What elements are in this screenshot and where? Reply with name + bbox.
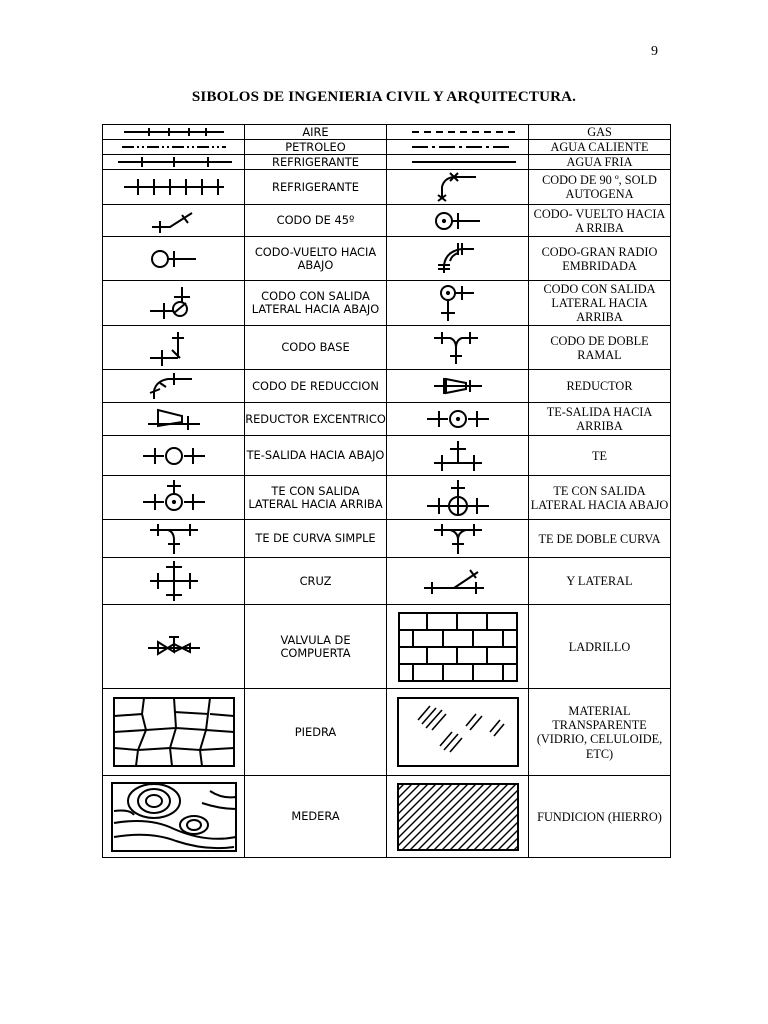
symbol-cell bbox=[387, 205, 529, 237]
table-row bbox=[103, 205, 671, 237]
refrigerant-line-icon bbox=[112, 157, 236, 167]
symbol-label: TE CON SALIDA LATERAL HACIA ARRIBA bbox=[245, 476, 387, 520]
symbol-cell bbox=[387, 170, 529, 205]
symbol-cell bbox=[387, 520, 529, 558]
symbol-label: CODO BASE bbox=[245, 326, 387, 370]
document-title: SIBOLOS DE INGENIERIA CIVIL Y ARQUITECTURA. bbox=[191, 89, 577, 105]
table-row bbox=[103, 140, 671, 155]
table-row bbox=[103, 776, 671, 858]
symbol-cell bbox=[387, 403, 529, 436]
symbol-label: CODO- VUELTO HACIA A RRIBA bbox=[529, 205, 671, 237]
symbol-cell bbox=[387, 558, 529, 605]
symbol-label: CODO-GRAN RADIO EMBRIDADA bbox=[529, 237, 671, 281]
tee-icon bbox=[428, 439, 488, 473]
symbol-label: CODO DE REDUCCION bbox=[245, 370, 387, 403]
table-row bbox=[103, 520, 671, 558]
table-row bbox=[103, 125, 671, 140]
symbol-cell bbox=[103, 170, 245, 205]
symbol-label: AGUA FRIA bbox=[529, 155, 671, 170]
elbow-side-outlet-up-icon bbox=[428, 283, 488, 323]
symbol-cell bbox=[387, 605, 529, 689]
symbol-label: TE DE DOBLE CURVA bbox=[529, 520, 671, 558]
symbol-cell bbox=[387, 125, 529, 140]
symbol-label: CODO CON SALIDA LATERAL HACIA ARRIBA bbox=[529, 281, 671, 326]
table-row bbox=[103, 605, 671, 689]
symbol-label: CODO-VUELTO HACIA ABAJO bbox=[245, 237, 387, 281]
table-row bbox=[103, 476, 671, 520]
long-radius-flanged-elbow-icon bbox=[428, 241, 488, 277]
symbol-label: AIRE bbox=[245, 125, 387, 140]
refrigerant-ticks-icon bbox=[114, 174, 234, 200]
symbols-table bbox=[102, 124, 671, 858]
base-elbow-icon bbox=[144, 328, 204, 368]
wood-pattern-icon bbox=[110, 781, 238, 853]
symbol-label: CODO DE 90 º, SOLD AUTOGENA bbox=[529, 170, 671, 205]
symbol-label: REFRIGERANTE bbox=[245, 170, 387, 205]
symbol-cell bbox=[387, 237, 529, 281]
symbol-label: TE bbox=[529, 436, 671, 476]
symbol-label: CRUZ bbox=[245, 558, 387, 605]
symbol-cell bbox=[103, 326, 245, 370]
symbol-cell bbox=[387, 370, 529, 403]
symbol-label: REFRIGERANTE bbox=[245, 155, 387, 170]
symbol-cell bbox=[103, 558, 245, 605]
table-row bbox=[103, 370, 671, 403]
elbow-45-icon bbox=[144, 207, 204, 235]
elbow-side-outlet-down-icon bbox=[144, 283, 204, 323]
symbol-cell bbox=[103, 370, 245, 403]
symbol-label: CODO CON SALIDA LATERAL HACIA ABAJO bbox=[245, 281, 387, 326]
table-row bbox=[103, 558, 671, 605]
symbol-label: VALVULA DE COMPUERTA bbox=[245, 605, 387, 689]
symbol-label: PETROLEO bbox=[245, 140, 387, 155]
symbol-cell bbox=[103, 689, 245, 776]
double-branch-elbow-icon bbox=[428, 328, 488, 368]
symbol-cell bbox=[103, 605, 245, 689]
table-row bbox=[103, 689, 671, 776]
symbol-label: REDUCTOR EXCENTRICO bbox=[245, 403, 387, 436]
symbol-cell bbox=[103, 520, 245, 558]
symbol-cell bbox=[103, 776, 245, 858]
symbol-cell bbox=[387, 140, 529, 155]
table-row bbox=[103, 281, 671, 326]
symbol-label: FUNDICION (HIERRO) bbox=[529, 776, 671, 858]
double-sweep-tee-icon bbox=[428, 522, 488, 556]
symbol-label: MEDERA bbox=[245, 776, 387, 858]
symbol-label: GAS bbox=[529, 125, 671, 140]
stone-pattern-icon bbox=[112, 696, 236, 768]
symbol-label: CODO DE DOBLE RAMAL bbox=[529, 326, 671, 370]
table-row bbox=[103, 326, 671, 370]
tee-outlet-down-icon bbox=[139, 443, 209, 469]
table-row bbox=[103, 436, 671, 476]
symbol-cell bbox=[387, 326, 529, 370]
tee-side-outlet-up-icon bbox=[139, 478, 209, 518]
table-row bbox=[103, 170, 671, 205]
table-row bbox=[103, 237, 671, 281]
hot-water-line-icon bbox=[398, 142, 518, 152]
symbol-cell bbox=[103, 125, 245, 140]
symbol-label: TE-SALIDA HACIA ARRIBA bbox=[529, 403, 671, 436]
tee-side-outlet-down-icon bbox=[423, 478, 493, 518]
symbol-label: MATERIAL TRANSPARENTE (VIDRIO, CELULOIDE, ETC) bbox=[529, 689, 671, 776]
reducer-icon bbox=[428, 373, 488, 399]
tee-outlet-up-icon bbox=[423, 406, 493, 432]
symbol-cell bbox=[103, 403, 245, 436]
symbol-cell bbox=[103, 436, 245, 476]
symbol-cell bbox=[387, 436, 529, 476]
symbol-label: CODO DE 45º bbox=[245, 205, 387, 237]
elbow-turned-down-icon bbox=[144, 243, 204, 275]
single-sweep-tee-icon bbox=[144, 522, 204, 556]
elbow-90-welded-icon bbox=[428, 171, 488, 203]
air-line-icon bbox=[114, 127, 234, 137]
lateral-y-icon bbox=[420, 566, 496, 596]
gas-line-icon bbox=[398, 127, 518, 137]
symbol-label: TE DE CURVA SIMPLE bbox=[245, 520, 387, 558]
symbol-label: PIEDRA bbox=[245, 689, 387, 776]
eccentric-reducer-icon bbox=[144, 406, 204, 432]
cross-fitting-icon bbox=[144, 559, 204, 603]
symbol-label: TE CON SALIDA LATERAL HACIA ABAJO bbox=[529, 476, 671, 520]
symbol-cell bbox=[103, 155, 245, 170]
brick-pattern-icon bbox=[397, 611, 519, 683]
symbol-cell bbox=[103, 281, 245, 326]
symbol-cell bbox=[103, 476, 245, 520]
symbol-label: Y LATERAL bbox=[529, 558, 671, 605]
cold-water-line-icon bbox=[398, 157, 518, 167]
symbol-cell bbox=[387, 776, 529, 858]
symbol-label: LADRILLO bbox=[529, 605, 671, 689]
table-row bbox=[103, 403, 671, 436]
symbol-cell bbox=[103, 237, 245, 281]
symbol-cell bbox=[103, 205, 245, 237]
petroleum-line-icon bbox=[114, 142, 234, 152]
gate-valve-icon bbox=[144, 632, 204, 662]
symbol-cell bbox=[387, 155, 529, 170]
symbol-cell bbox=[387, 689, 529, 776]
symbol-label: REDUCTOR bbox=[529, 370, 671, 403]
symbol-cell bbox=[387, 476, 529, 520]
symbol-label: AGUA CALIENTE bbox=[529, 140, 671, 155]
symbol-label: TE-SALIDA HACIA ABAJO bbox=[245, 436, 387, 476]
reducing-elbow-icon bbox=[144, 371, 204, 401]
page-number: 9 bbox=[651, 44, 658, 59]
symbol-cell bbox=[103, 140, 245, 155]
cast-iron-pattern-icon bbox=[396, 782, 520, 852]
elbow-turned-up-icon bbox=[428, 207, 488, 235]
symbol-cell bbox=[387, 281, 529, 326]
glass-pattern-icon bbox=[396, 696, 520, 768]
table-row bbox=[103, 155, 671, 170]
